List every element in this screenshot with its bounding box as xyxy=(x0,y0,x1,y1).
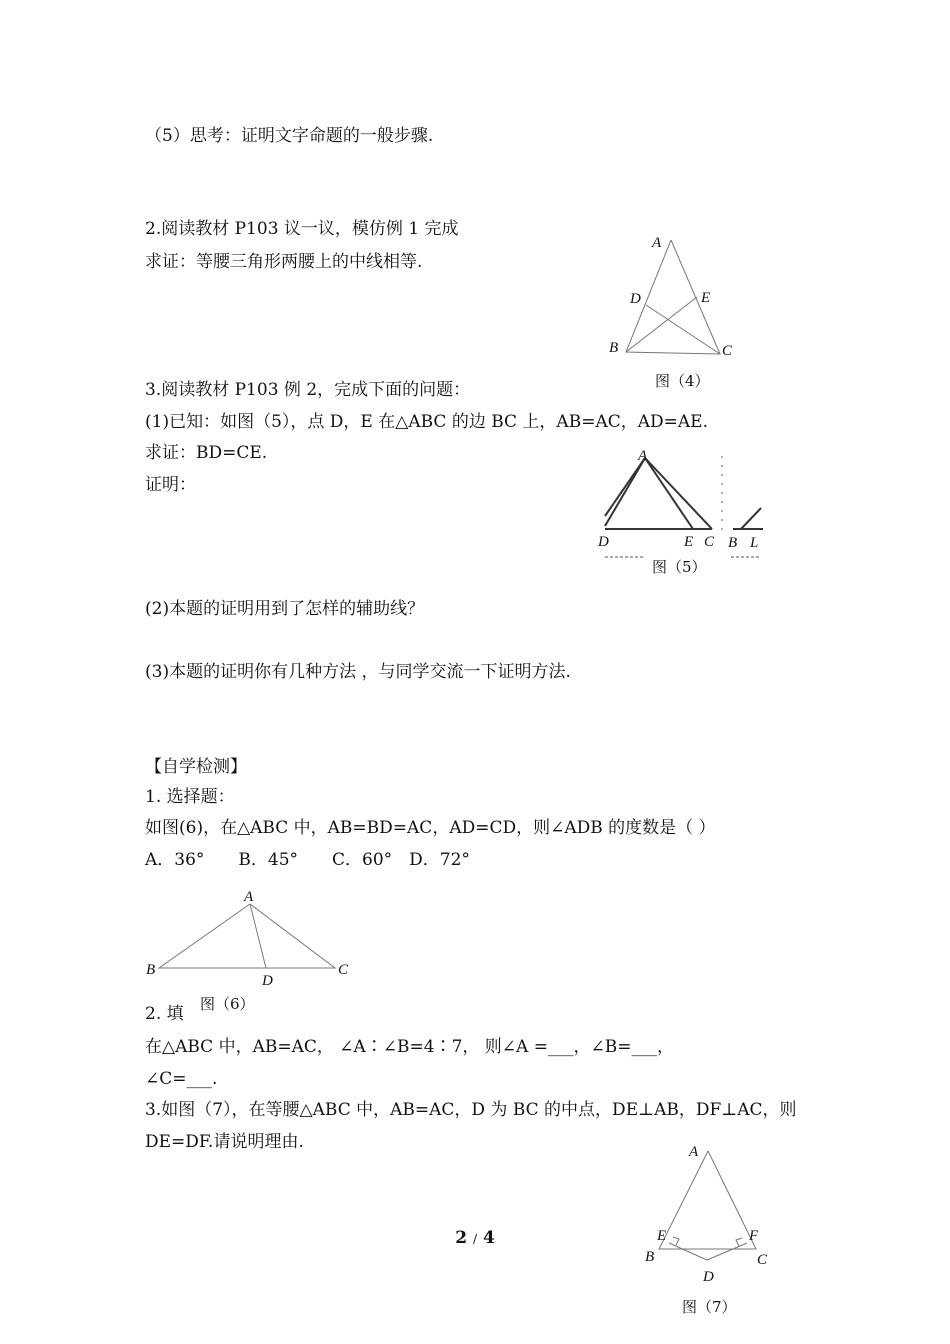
fig5-side-ac xyxy=(645,458,712,529)
fig6-label-a: A xyxy=(244,889,254,905)
step-question: （5）思考：证明文字命题的一般步骤. xyxy=(145,126,434,146)
fig5-label-d: D xyxy=(598,534,609,550)
figure-6-caption: 图（6） xyxy=(200,995,255,1013)
fig6-triangle xyxy=(159,904,335,968)
figure-4 xyxy=(600,228,750,363)
fill-heading: 2. 填 xyxy=(145,1004,184,1024)
fig5-partial-side xyxy=(741,508,761,529)
fill-question: 在△ABC 中，AB=AC， ∠A∶∠B=4∶7， 则∠A =___，∠B=___， xyxy=(145,1037,674,1057)
task-3-proof-label: 证明： xyxy=(145,475,196,495)
task-3-q3: (3)本题的证明你有几种方法 ，与同学交流一下证明方法. xyxy=(145,662,571,682)
choice-options: A．36° B．45° C．60° D．72° xyxy=(145,850,470,870)
fig5-segment-ad xyxy=(605,458,645,526)
page-current: 2 xyxy=(455,1228,468,1248)
fig7-label-c: C xyxy=(757,1252,768,1268)
task-3-intro: 3.阅读教材 P103 例 2，完成下面的问题： xyxy=(145,380,471,400)
fig7-label-e: E xyxy=(657,1228,667,1244)
self-test-heading: 【自学检测】 xyxy=(145,757,247,777)
fig5-label-a: A xyxy=(638,448,648,464)
task-3b-question: 3.如图（7），在等腰△ABC 中，AB=AC，D 为 BC 的中点，DE⊥AB，DF⊥AC，则 xyxy=(145,1100,797,1120)
figure-6 xyxy=(140,882,360,992)
task-3b-question-cont: DE=DF.请说明理由. xyxy=(145,1132,304,1152)
fill-question-cont: ∠C=___. xyxy=(145,1069,218,1089)
page-number xyxy=(0,1228,950,1248)
fig7-label-f: F xyxy=(749,1228,759,1244)
fig4-label-e: E xyxy=(701,290,711,306)
task-3-given: (1)已知：如图（5），点 D，E 在△ABC 的边 BC 上，AB=AC，AD=AE. xyxy=(145,412,708,432)
fig4-median-ce xyxy=(646,305,720,354)
figure-4-caption: 图（4） xyxy=(655,372,710,390)
figure-5 xyxy=(598,446,763,561)
fig4-label-d: D xyxy=(630,291,641,307)
task-2-prove: 求证：等腰三角形两腰上的中线相等. xyxy=(145,252,423,272)
fig5-label-b: B xyxy=(728,535,738,551)
fig7-label-a: A xyxy=(689,1144,699,1160)
figure-5-caption: 图（5） xyxy=(652,558,707,576)
page-separator: / xyxy=(472,1232,478,1246)
fig5-label-l: L xyxy=(750,535,759,551)
fig5-label-c: C xyxy=(704,534,715,550)
fig5-label-e: E xyxy=(684,534,694,550)
fig7-label-d: D xyxy=(703,1269,714,1285)
fig6-label-d: D xyxy=(262,973,273,989)
task-2-intro: 2.阅读教材 P103 议一议，模仿例 1 完成 xyxy=(145,219,459,239)
choice-heading: 1. 选择题： xyxy=(145,787,235,807)
task-3-prove: 求证：BD=CE. xyxy=(145,443,268,463)
fig6-segment-ad xyxy=(250,904,266,968)
fig5-segment-ae xyxy=(645,458,693,529)
figure-7 xyxy=(635,1135,785,1290)
figure-7-caption: 图（7） xyxy=(682,1298,737,1316)
fig4-label-b: B xyxy=(609,340,619,356)
page-total: 4 xyxy=(482,1228,495,1248)
fig4-label-a: A xyxy=(652,235,662,251)
fig6-label-b: B xyxy=(146,962,156,978)
task-3-q2: (2)本题的证明用到了怎样的辅助线？ xyxy=(145,599,425,619)
fig6-label-c: C xyxy=(338,962,349,978)
fig7-label-b: B xyxy=(645,1249,655,1265)
choice-question: 如图(6)，在△ABC 中，AB=BD=AC，AD=CD，则∠ADB 的度数是（ ） xyxy=(145,818,716,838)
fig4-label-c: C xyxy=(722,343,733,359)
